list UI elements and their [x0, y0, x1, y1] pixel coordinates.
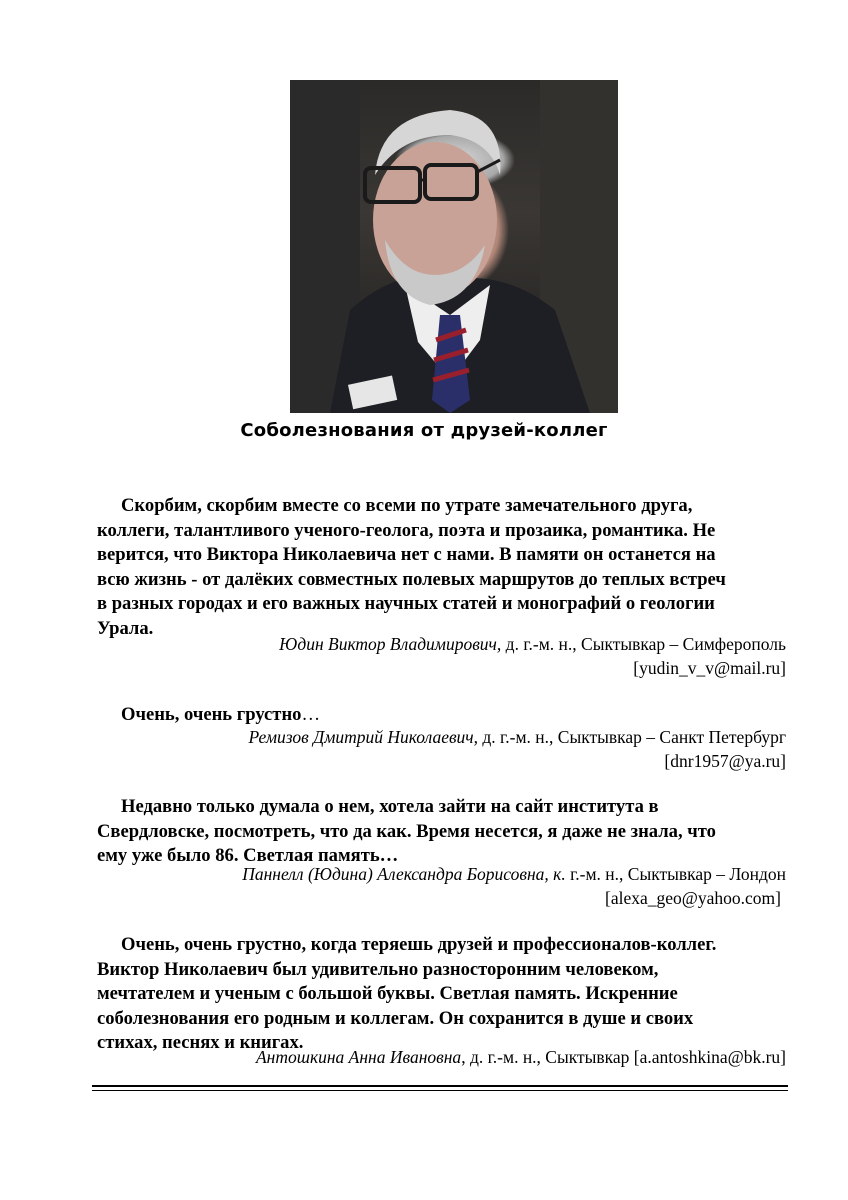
signature-3	[242, 862, 786, 886]
condolence-message-2	[97, 703, 797, 728]
message-line: Свердловске, посмотреть, что да как. Время несется, я даже не знала, что	[97, 820, 716, 842]
author-email-1: [yudin_v_v@mail.ru]	[633, 658, 786, 678]
author-details: д. г.-м. н., Сыктывкар – Симферополь	[501, 634, 786, 654]
signature-4	[256, 1045, 786, 1069]
message-line: Виктор Николаевич был удивительно разносторонним человеком,	[97, 958, 659, 980]
message-line: Урала.	[97, 617, 154, 639]
author-details: д. г.-м. н., Сыктывкар – Санкт Петербург	[478, 727, 786, 747]
message-line: Скорбим, скорбим вместе со всеми по утрате замечательного друга,	[121, 495, 693, 516]
author-name: Паннелл (Юдина) Александра Борисовна, к.	[242, 864, 566, 884]
message-line: коллеги, талантливого ученого-геолога, поэта и прозаика, романтика. Не	[97, 519, 716, 541]
author-name: Юдин Виктор Владимирович,	[279, 634, 502, 654]
message-line: Очень, очень грустно	[121, 704, 302, 725]
condolence-message-3	[97, 795, 797, 869]
author-details: , д. г.-м. н., Сыктывкар [a.antoshkina@bk.ru]	[461, 1047, 786, 1067]
page-title: Соболезнования от друзей-коллег	[240, 420, 608, 441]
message-line: всю жизнь - от далёких совместных полевых маршрутов до теплых встреч	[97, 568, 726, 590]
author-email-3: [alexa_geo@yahoo.com]	[605, 888, 781, 908]
condolence-message-4	[97, 933, 797, 1056]
author-name: Ремизов Дмитрий Николаевич,	[248, 727, 479, 747]
message-line: Недавно только думала о нем, хотела зайти на сайт института в	[121, 796, 659, 817]
author-details: г.-м. н., Сыктывкар – Лондон	[565, 864, 786, 884]
message-line: в разных городах и его важных научных статей и монографий о геологии	[97, 593, 715, 614]
footer-divider	[92, 1085, 788, 1087]
footer-divider-thin	[92, 1090, 788, 1091]
message-line: верится, что Виктора Николаевича нет с нами. В памяти он останется на	[97, 544, 716, 565]
message-line: мечтателем и ученым с большой буквы. Светлая память. Искренние	[97, 983, 678, 1004]
message-trail: …	[301, 704, 321, 725]
message-line: стихах, песнях и книгах.	[97, 1032, 304, 1053]
portrait-photo	[290, 80, 618, 413]
author-email-2: [dnr1957@ya.ru]	[664, 751, 786, 771]
signature-2	[248, 725, 786, 749]
author-name: Антошкина Анна Ивановна	[255, 1047, 462, 1067]
portrait-photo-icon	[290, 80, 618, 413]
message-line: соболезнования его родным и коллегам. Он сохранится в душе и своих	[97, 1007, 694, 1029]
condolence-message-1	[97, 494, 797, 641]
signature-1	[279, 632, 786, 656]
message-line: ему уже было 86. Светлая память…	[97, 845, 399, 866]
message-line: Очень, очень грустно, когда теряешь друзей и профессионалов-коллег.	[121, 934, 717, 955]
